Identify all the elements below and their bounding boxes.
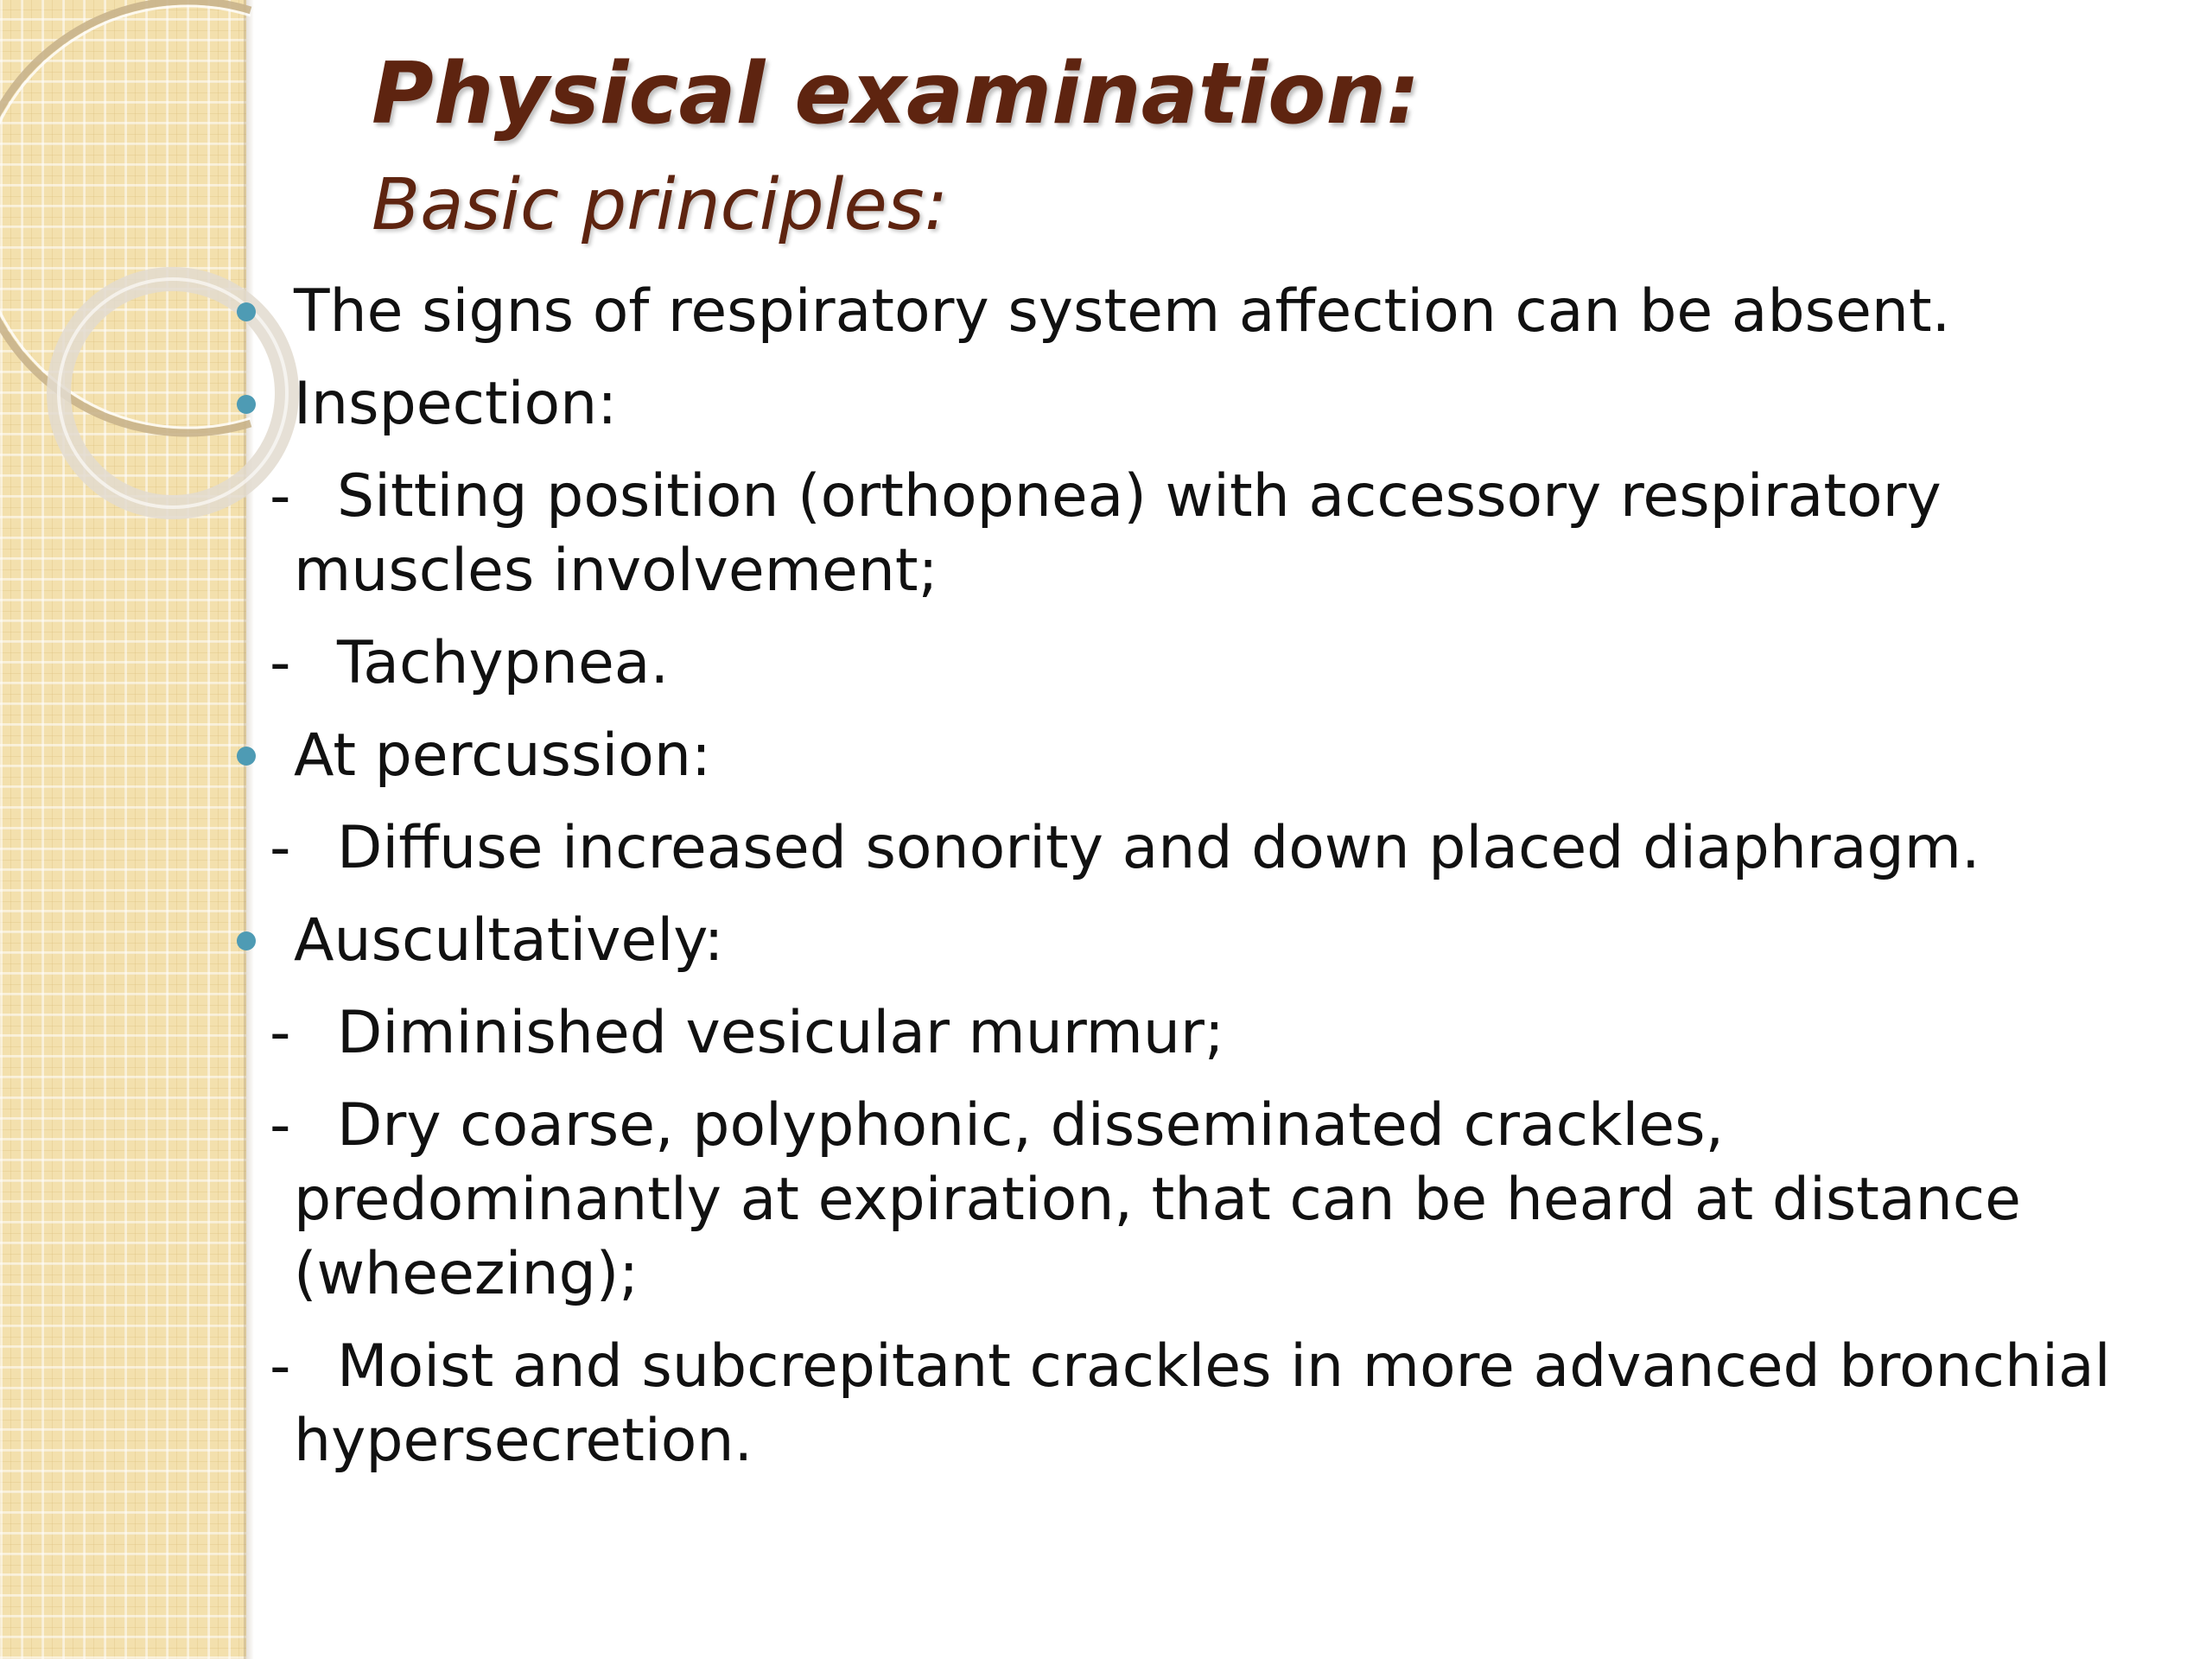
dash-marker: -	[270, 1091, 291, 1160]
bullet-text: Inspection:	[294, 370, 618, 438]
dash-marker: -	[270, 1332, 291, 1401]
slide-title: Physical examination:	[372, 45, 1421, 143]
dash-marker: -	[270, 629, 291, 697]
sub-item-text: Tachypnea.	[337, 629, 670, 697]
dash-marker: -	[270, 814, 291, 882]
sub-item	[259, 811, 2143, 886]
bullet-text: Auscultatively:	[294, 906, 724, 975]
slide-content	[259, 275, 2143, 1497]
bullet-text: At percussion:	[294, 721, 711, 790]
slide-subtitle: Basic principles:	[372, 164, 949, 246]
sub-item	[259, 1089, 2143, 1312]
sub-item-text: Sitting position (orthopnea) with accessory respiratory muscles involvement;	[294, 462, 1942, 605]
bullet-text: The signs of respiratory system affection can be absent.	[294, 277, 1951, 346]
sub-item-text: Diminished vesicular murmur;	[337, 999, 1224, 1067]
bullet-item	[259, 367, 2143, 442]
sub-item	[259, 626, 2143, 701]
sub-item	[259, 996, 2143, 1071]
sub-item-text: Dry coarse, polyphonic, disseminated crackles, predominantly at expiration, that can be heard at distance (wheezing);	[294, 1091, 2021, 1308]
large-ring-arc	[0, 1, 251, 433]
sub-item	[259, 1330, 2143, 1478]
bullet-item	[259, 904, 2143, 978]
dash-marker: -	[270, 462, 291, 531]
sub-item-text: Diffuse increased sonority and down placed diaphragm.	[337, 814, 1980, 882]
sub-item	[259, 460, 2143, 608]
bullet-item	[259, 719, 2143, 793]
bullet-item	[259, 275, 2143, 349]
dash-marker: -	[270, 999, 291, 1067]
large-ring-highlight	[0, 6, 251, 428]
sub-item-text: Moist and subcrepitant crackles in more advanced bronchial hypersecretion.	[294, 1332, 2111, 1475]
